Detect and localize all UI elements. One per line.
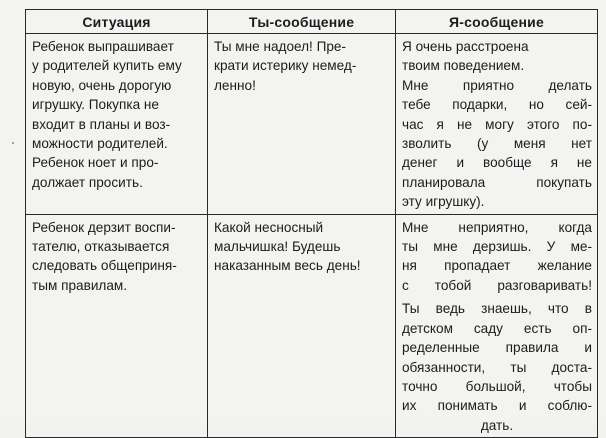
text-line: тателю, отказывается [32, 239, 170, 255]
header-situation: Ситуация [26, 10, 208, 34]
text-line: у родителей купить ему [32, 58, 182, 74]
header-row [26, 10, 598, 34]
cell-situation [26, 34, 208, 215]
text-line: входит в планы и воз- [32, 116, 171, 132]
text-line: обязанности, ты доста- [402, 359, 592, 375]
text-line: ня пропадает желание [402, 258, 592, 274]
text-line: Я очень расстроена [402, 39, 529, 54]
text-line: зволить (у меня нет [402, 136, 592, 152]
text-line: дать. [480, 417, 514, 433]
text-line: с тобой разговаривать! [402, 277, 592, 293]
text-line: эту игрушку). [402, 194, 485, 210]
cell-i-message [396, 214, 598, 437]
header-you-message: Ты-сообщение [208, 10, 396, 34]
text-line: час я не могу этого по- [402, 116, 592, 132]
cell-you-message [208, 214, 396, 437]
text-line: новую, очень дорогую [32, 77, 172, 93]
text-line: тебе подарки, но сей- [402, 97, 592, 113]
text-line: ределенные правила и [402, 340, 592, 356]
text-line: следовать общеприня- [32, 258, 177, 274]
cell-i-message [396, 34, 598, 215]
text-line: наказанным весь день! [214, 258, 361, 274]
text-line: крати истерику немед- [214, 58, 357, 74]
text-line: тым правилам. [32, 277, 128, 293]
cell-situation [26, 214, 208, 437]
text-line: точно большой, чтобы [402, 378, 592, 394]
table-row [26, 214, 598, 437]
messages-table [25, 9, 598, 438]
text-line: Мне неприятно, когда [402, 219, 592, 235]
scan-speck [12, 142, 14, 144]
header-i-message: Я-сообщение [396, 10, 598, 34]
text-line: Мне приятно делать [402, 77, 592, 93]
text-line: Ребенок выпрашивает [32, 39, 174, 54]
text-line: их понимать и соблю- [402, 398, 592, 414]
text-line: игрушку. Покупка не [32, 97, 159, 113]
text-line: ленно! [214, 77, 256, 93]
text-line: Какой несносный [214, 219, 324, 235]
text-line: Ты мне надоел! Пре- [214, 39, 347, 54]
text-line: детском саду есть оп- [402, 320, 592, 336]
text-line: можности родителей. [32, 136, 168, 152]
text-line: Ты ведь знаешь, что в [402, 301, 592, 317]
text-line: ты мне дерзишь. У ме- [402, 239, 592, 255]
text-line: планировала покупать [402, 174, 592, 190]
text-line: твоим поведением. [402, 58, 525, 74]
text-line: мальчишка! Будешь [214, 239, 341, 255]
text-line: Ребенок дерзит воспи- [32, 219, 176, 235]
cell-you-message [208, 34, 396, 215]
text-line: денег и вообще я не [402, 155, 592, 171]
text-line: Ребенок ноет и про- [32, 155, 159, 171]
table-row [26, 34, 598, 215]
text-line: должает просить. [32, 174, 143, 190]
